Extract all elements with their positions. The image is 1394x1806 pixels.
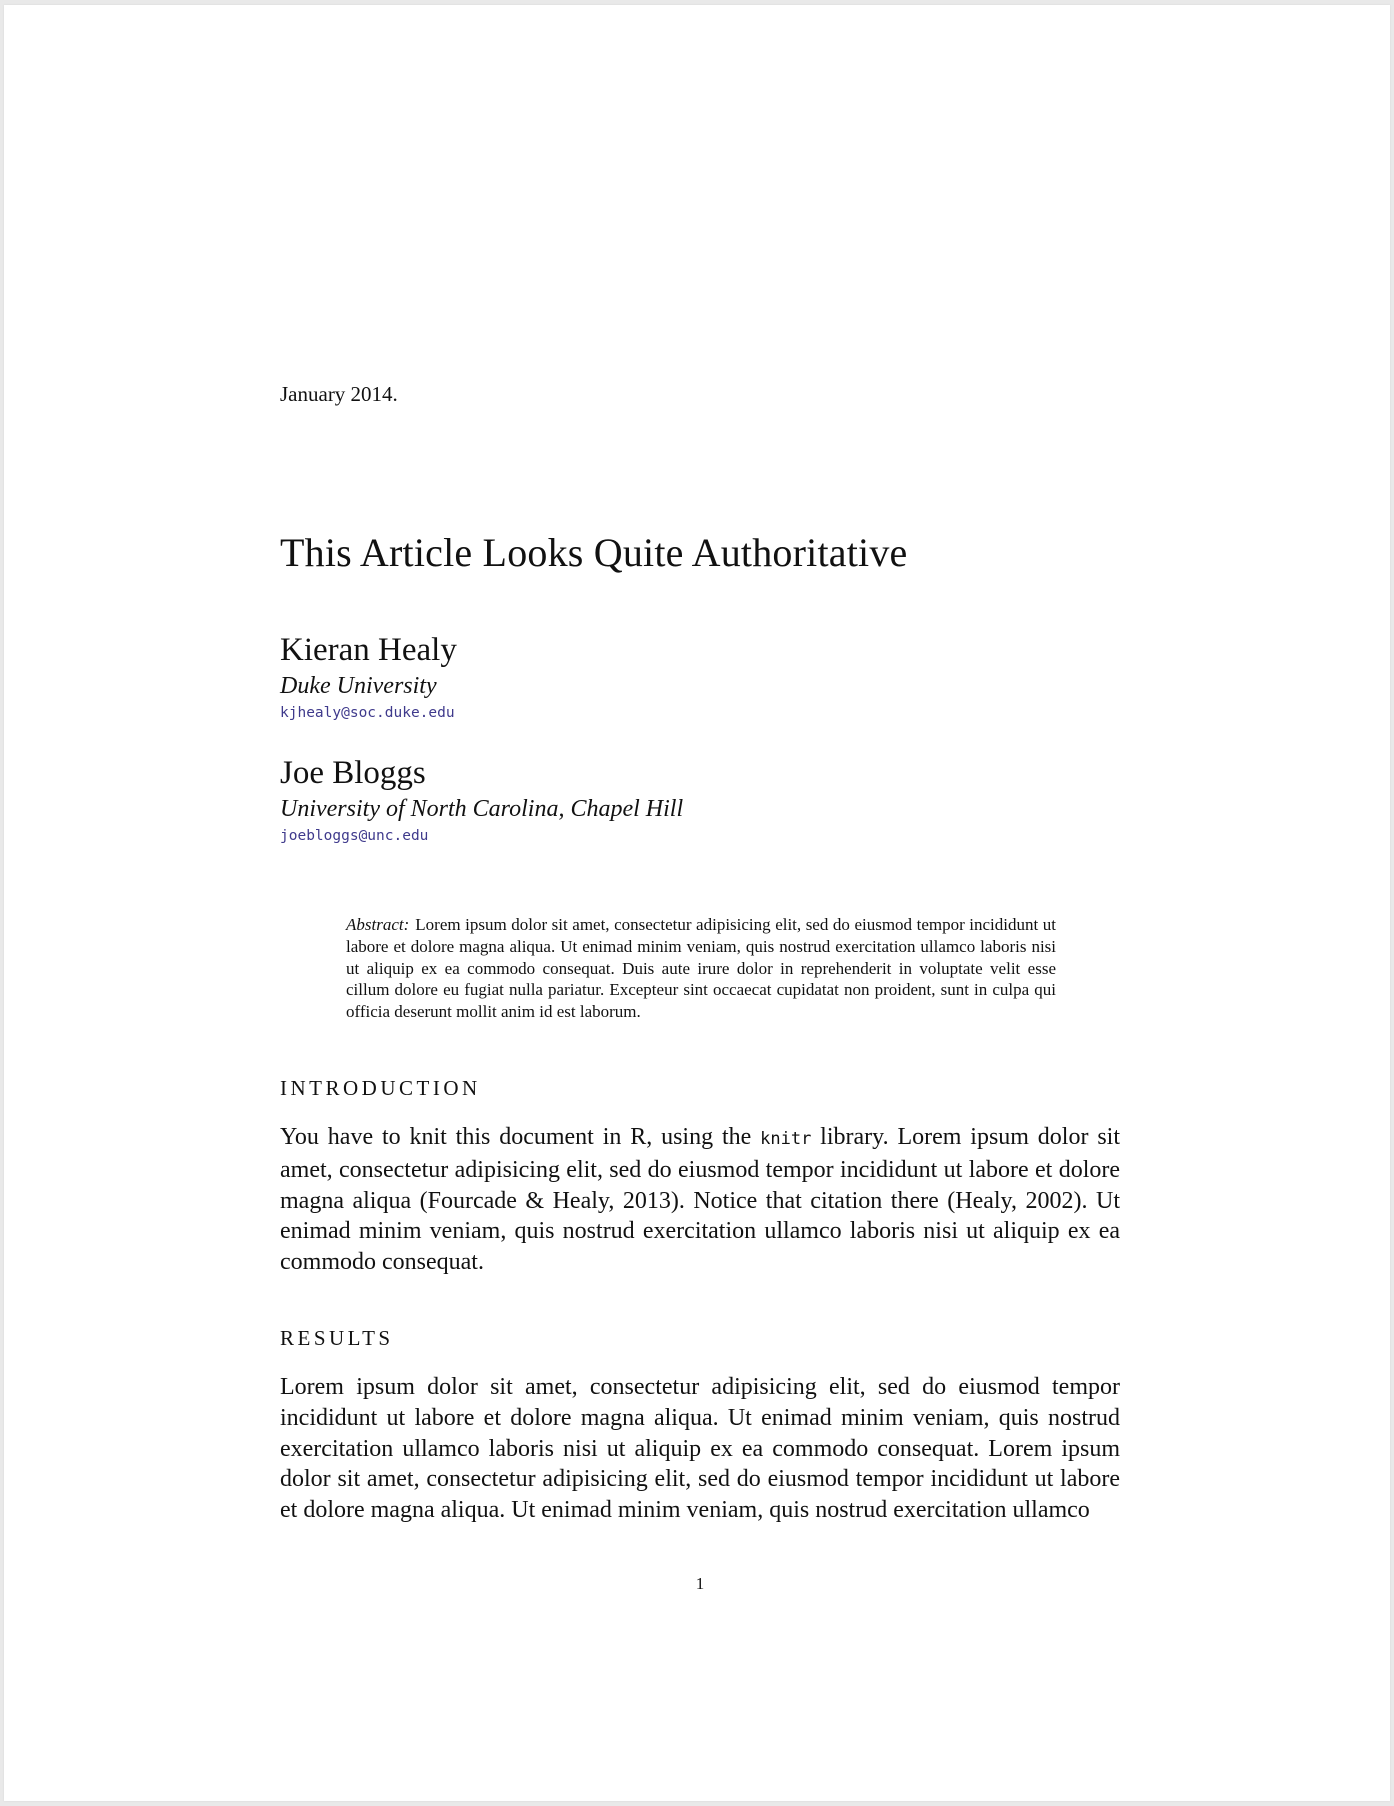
author-affiliation: University of North Carolina, Chapel Hill xyxy=(280,796,684,822)
author-affiliation: Duke University xyxy=(280,673,437,699)
section-heading-results: RESULTS xyxy=(280,1326,394,1350)
author-block xyxy=(280,630,1120,724)
introduction-text-after-code: library. Lorem ipsum dolor sit amet, consectetur adipisicing elit, sed do eiusmod tempor incididunt ut labore et dolore magna aliqua (Fourcade & Healy, 2013). Notice that citation there (Healy, 2002). Ut enimad minim veniam, quis nostrud exercitation ullamco laboris nisi ut aliquip ex ea commodo consequat. xyxy=(280,1124,1120,1276)
author-email-link[interactable]: kjhealy@soc.duke.edu xyxy=(280,705,455,721)
page-number: 1 xyxy=(695,1574,705,1593)
section-heading-introduction: INTRODUCTION xyxy=(280,1076,481,1100)
author-email-link[interactable]: joebloggs@unc.edu xyxy=(280,828,429,844)
article-title: This Article Looks Quite Authoritative xyxy=(280,530,908,575)
document-date: January 2014. xyxy=(280,382,398,406)
introduction-paragraph xyxy=(280,1122,1120,1278)
introduction-text-before-code: You have to knit this document in R, using the xyxy=(280,1124,752,1150)
abstract-label: Abstract: xyxy=(346,915,410,934)
author-block xyxy=(280,753,1120,847)
inline-code: knitr xyxy=(760,1129,812,1149)
document-page xyxy=(4,5,1390,1801)
author-name: Kieran Healy xyxy=(280,632,457,668)
author-name: Joe Bloggs xyxy=(280,755,426,791)
abstract xyxy=(346,914,1056,1023)
results-paragraph: Lorem ipsum dolor sit amet, consectetur adipisicing elit, sed do eiusmod tempor incididunt ut labore et dolore magna aliqua. Ut enimad minim veniam, quis nostrud exercitation ullamco laboris nisi ut aliquip ex ea commodo consequat. Lorem ipsum dolor sit amet, consectetur adipisicing elit, sed do eiusmod tempor incididunt ut labore et dolore magna aliqua. Ut enimad minim veniam, quis nostrud exercitation ullamco xyxy=(280,1374,1120,1524)
abstract-text: Lorem ipsum dolor sit amet, consectetur adipisicing elit, sed do eiusmod tempor incididunt ut labore et dolore magna aliqua. Ut enimad minim veniam, quis nostrud exercitation ullamco laboris nisi ut aliquip ex ea commodo consequat. Duis aute irure dolor in reprehenderit in voluptate velit esse cillum dolore eu fugiat nulla pariatur. Excepteur sint occaecat cupidatat non proident, sunt in culpa qui officia deserunt mollit anim id est laborum. xyxy=(346,915,1056,1022)
